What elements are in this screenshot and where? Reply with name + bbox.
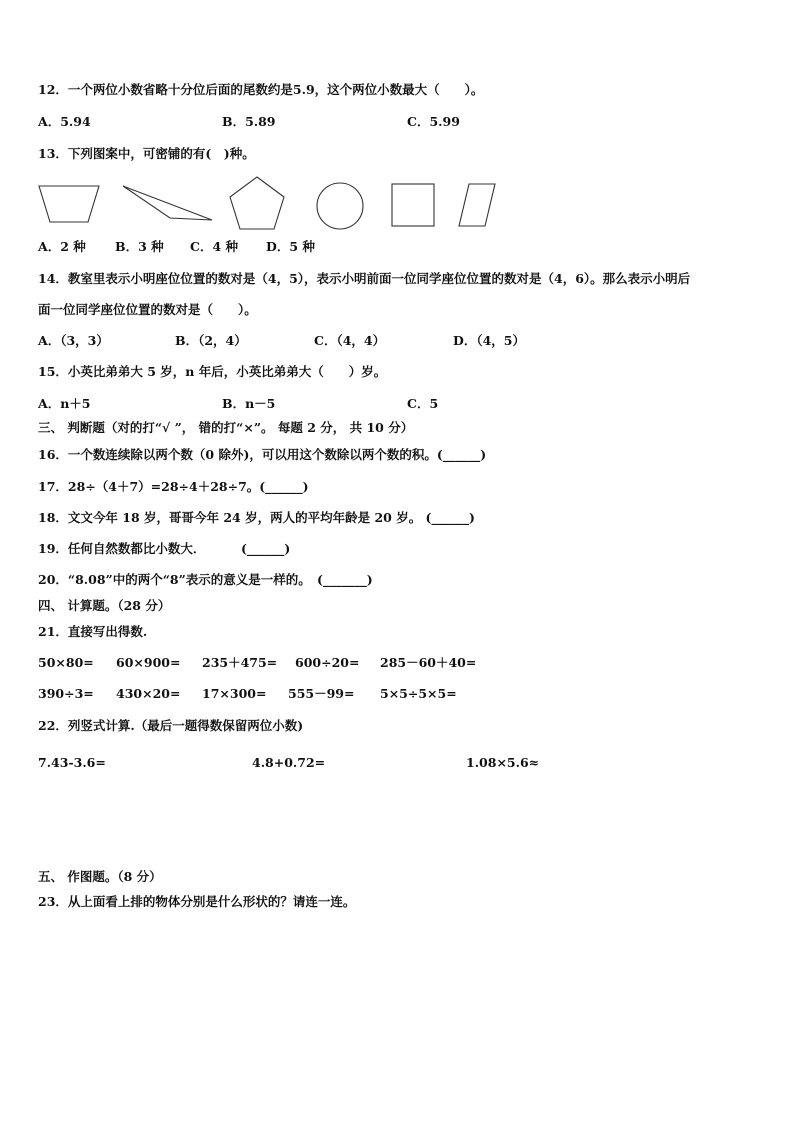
q12-option-b: B．5.89	[222, 114, 276, 129]
q21-stem: 21．直接写出得数.	[38, 624, 148, 639]
q14-option-c: C．（4，4）	[314, 333, 386, 348]
q21-item: 60×900=	[116, 655, 181, 670]
q12-option-a: A．5.94	[38, 114, 91, 129]
q21-item: 285－60＋40=	[380, 655, 477, 670]
q23-stem: 23．从上面看上排的物体分别是什么形状的？请连一连。	[38, 894, 356, 909]
q14-stem-line2: 面一位同学座位位置的数对是（ ）。	[38, 302, 257, 317]
q16-statement: 16．一个数连续除以两个数（0 除外)，可以用这个数除以两个数的积。(______)	[38, 447, 487, 462]
q21-item: 50×80=	[38, 655, 94, 670]
q22-item: 4.8+0.72=	[252, 755, 326, 770]
q14-option-d: D．（4，5）	[453, 333, 525, 348]
q13-shapes-figure	[36, 176, 506, 232]
q13-option-a: A．2 种	[38, 239, 86, 254]
q14-option-b: B．（2，4）	[175, 333, 247, 348]
q13-option-c: C．4 种	[190, 239, 238, 254]
q21-item: 390÷3=	[38, 686, 94, 701]
q15-stem: 15．小英比弟弟大 5 岁，n 年后，小英比弟弟大（ ）岁。	[38, 364, 387, 379]
triangle-icon	[122, 185, 214, 221]
q14-option-a: A．（3，3）	[38, 333, 109, 348]
q22-item: 7.43-3.6=	[38, 755, 106, 770]
trapezoid-icon	[38, 185, 100, 223]
q12-option-c: C．5.99	[407, 114, 460, 129]
q15-option-b: B．n－5	[222, 396, 276, 411]
q21-item: 600÷20=	[295, 655, 360, 670]
section-5-heading: 五、 作图题。（8 分）	[38, 869, 162, 884]
q21-item: 430×20=	[116, 686, 181, 701]
section-4-heading: 四、 计算题。（28 分）	[38, 598, 171, 613]
q12-stem: 12．一个两位小数省略十分位后面的尾数约是5.9，这个两位小数最大（ ）。	[38, 82, 484, 97]
square-icon	[391, 183, 435, 227]
section-3-heading: 三、 判断题（对的打“√ ”， 错的打“×”。 每题 2 分， 共 10 分）	[38, 420, 414, 435]
parallelogram-icon	[458, 183, 496, 227]
q22-stem: 22．列竖式计算.（最后一题得数保留两位小数)	[38, 718, 304, 733]
circle-icon	[316, 182, 364, 230]
q13-option-b: B．3 种	[115, 239, 164, 254]
q21-item: 235＋475=	[202, 655, 278, 670]
q22-item: 1.08×5.6≈	[466, 755, 540, 770]
q14-stem-line1: 14．教室里表示小明座位位置的数对是（4，5），表示小明前面一位同学座位位置的数对是（4，6）。那么表示小明后	[38, 271, 691, 286]
q13-option-d: D．5 种	[266, 239, 315, 254]
q13-stem: 13．下列图案中，可密铺的有( )种。	[38, 146, 255, 161]
q21-item: 555－99=	[288, 686, 355, 701]
q19-statement: 19．任何自然数都比小数大． (______)	[38, 541, 291, 556]
q15-option-c: C．5	[407, 396, 439, 411]
q21-item: 5×5÷5×5=	[380, 686, 457, 701]
q18-statement: 18．文文今年 18 岁，哥哥今年 24 岁，两人的平均年龄是 20 岁。 (______)	[38, 510, 475, 525]
q17-statement: 17．28÷（4＋7）=28÷4＋28÷7。(______)	[38, 479, 309, 494]
pentagon-icon	[228, 176, 286, 230]
q21-item: 17×300=	[202, 686, 267, 701]
q20-statement: 20．“8.08”中的两个“8”表示的意义是一样的。 (_______)	[38, 572, 373, 587]
q15-option-a: A．n＋5	[38, 396, 91, 411]
